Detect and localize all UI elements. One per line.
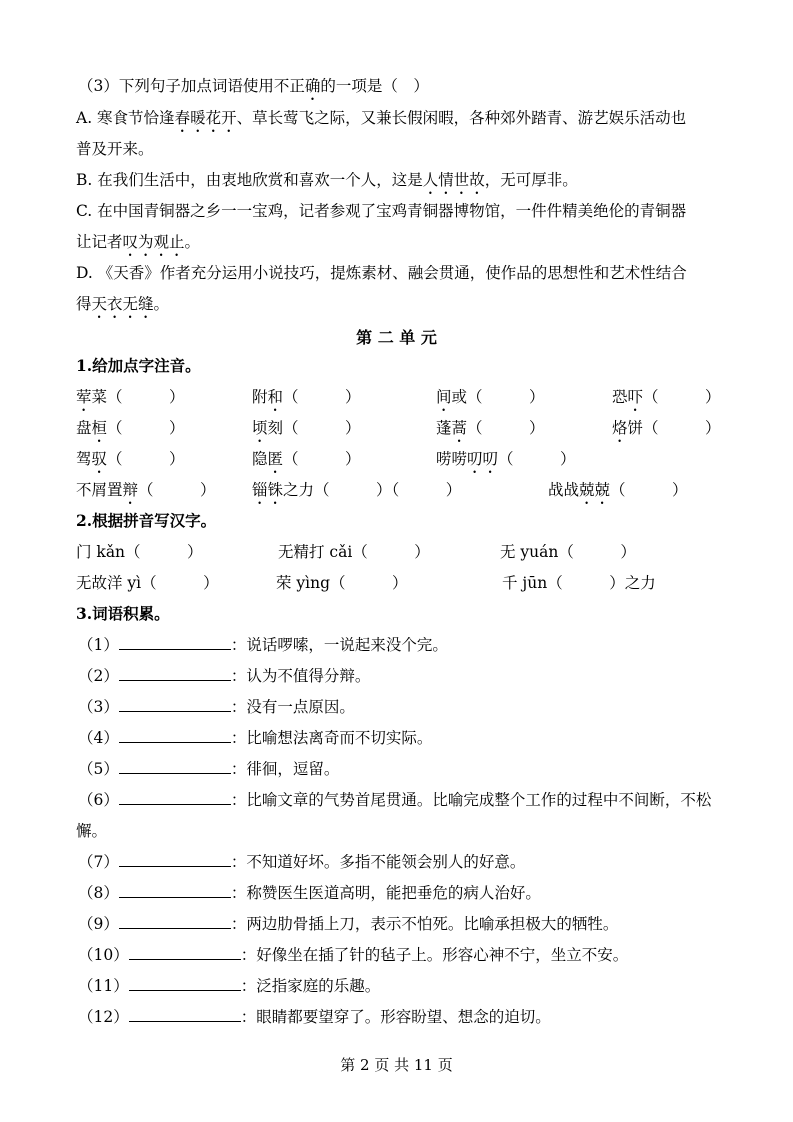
q3-option-b: B. 在我们生活中，由衷地欣赏和喜欢一个人，这是人情世故，无可厚非。 bbox=[76, 171, 578, 189]
s2-r1-c2: 无精打 cǎi（ ） bbox=[278, 543, 430, 561]
s3-item-10: （10） ：好像坐在插了针的毡子上。形容心神不宁，坐立不安。 bbox=[78, 946, 629, 964]
s1-r2-c4: 烙饼（ ） bbox=[612, 419, 721, 437]
section-1-title: 1.给加点字注音。 bbox=[76, 356, 201, 375]
unit-heading: 第 二 单 元 bbox=[356, 328, 437, 347]
s1-r3-c1: 驾驭（ ） bbox=[76, 450, 185, 468]
s3-item-7: （7） ：不知道好坏。多指不能领会别人的好意。 bbox=[78, 853, 526, 871]
q3-option-d-line2: 得天衣无缝。 bbox=[76, 295, 170, 313]
s3-item-6-cont: 懈。 bbox=[76, 822, 108, 840]
s1-r2-c1: 盘桓（ ） bbox=[76, 419, 185, 437]
s3-item-1: （1） ：说话啰嗦，一说起来没个完。 bbox=[78, 636, 448, 654]
s1-r3-c2: 隐匿（ ） bbox=[252, 450, 361, 468]
s3-item-9: （9） ：两边肋骨插上刀，表示不怕死。比喻承担极大的牺牲。 bbox=[78, 915, 619, 933]
q3-option-d-line1: D. 《天香》作者充分运用小说技巧，提炼素材、融会贯通，使作品的思想性和艺术性结合 bbox=[76, 264, 687, 282]
s3-item-3: （3） ：没有一点原因。 bbox=[78, 698, 355, 716]
q3-stem: （3）下列句子加点词语使用不正确的一项是（ ） bbox=[78, 77, 429, 95]
s2-r1-c1: 门 kǎn（ ） bbox=[76, 543, 203, 561]
s3-item-4: （4） ：比喻想法离奇而不切实际。 bbox=[78, 729, 433, 747]
s1-r1-c1: 荤菜（ ） bbox=[76, 388, 185, 406]
s1-r1-c3: 间或（ ） bbox=[436, 388, 545, 406]
s2-r2-c3: 千 jūn（ ）之力 bbox=[502, 574, 656, 592]
s1-r4-c1: 不屑置辩（ ） bbox=[76, 481, 216, 499]
s2-r2-c1: 无故洋 yì（ ） bbox=[76, 574, 219, 592]
q3-option-c-line1: C. 在中国青铜器之乡一一宝鸡，记者参观了宝鸡青铜器博物馆，一件件精美绝伦的青铜器 bbox=[76, 202, 687, 220]
s3-item-12: （12） ：眼睛都要望穿了。形容盼望、想念的迫切。 bbox=[78, 1008, 551, 1026]
s1-r4-c3: 战战兢兢（ ） bbox=[548, 481, 688, 499]
s1-r2-c2: 顷刻（ ） bbox=[252, 419, 361, 437]
s3-item-11: （11） ：泛指家庭的乐趣。 bbox=[78, 977, 381, 995]
section-2-title: 2.根据拼音写汉字。 bbox=[76, 511, 217, 530]
section-3-title: 3.词语积累。 bbox=[76, 604, 170, 623]
s1-r1-c4: 恐吓（ ） bbox=[612, 388, 721, 406]
q3-option-a-line2: 普及开来。 bbox=[76, 140, 154, 158]
s3-item-2: （2） ：认为不值得分辩。 bbox=[78, 667, 371, 685]
s3-item-6: （6） ：比喻文章的气势首尾贯通。比喻完成整个工作的过程中不间断，不松 bbox=[78, 791, 712, 809]
s3-item-5: （5） ：徘徊，逗留。 bbox=[78, 760, 340, 778]
s1-r2-c3: 蓬蒿（ ） bbox=[436, 419, 545, 437]
s1-r3-c3: 唠唠叨叨（ ） bbox=[436, 450, 576, 468]
s1-r4-c2: 锱铢之力（ ）（ ） bbox=[252, 481, 462, 499]
s1-r1-c2: 附和（ ） bbox=[252, 388, 361, 406]
q3-option-a-line1: A. 寒食节恰逢春暖花开、草长莺飞之际，又兼长假闲暇，各种郊外踏青、游艺娱乐活动也 bbox=[76, 109, 687, 127]
page-footer: 第 2 页 共 11 页 bbox=[340, 1056, 453, 1074]
s3-item-8: （8） ：称赞医生医道高明，能把垂危的病人治好。 bbox=[78, 884, 541, 902]
s2-r2-c2: 荣 yìng（ ） bbox=[276, 574, 408, 592]
s2-r1-c3: 无 yuán（ ） bbox=[500, 543, 636, 561]
q3-option-c-line2: 让记者叹为观止。 bbox=[76, 233, 201, 251]
